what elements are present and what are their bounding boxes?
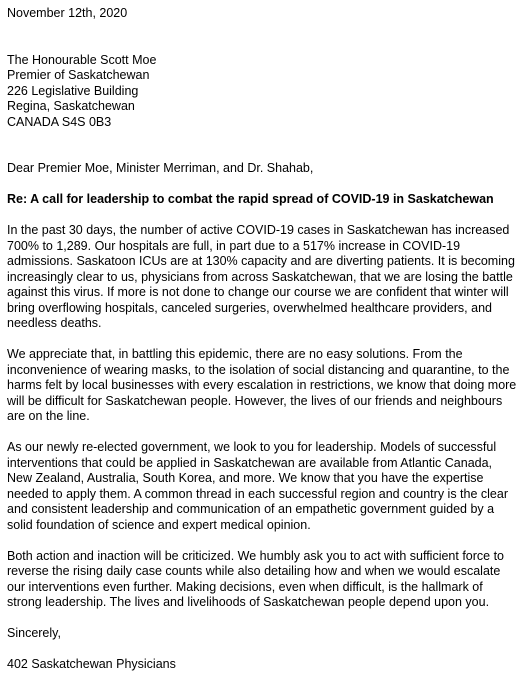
body-paragraph-2: We appreciate that, in battling this epidemic, there are no easy solutions. From the inconvenience of wearing masks, to the isolation of social distancing and quarantine, to the harms felt by local businesses with every escalation in restrictions, we know that doing more will be difficult for Saskatchewan people. However, the lives of our friends and neighbours are on the line. xyxy=(7,347,517,423)
letter-page xyxy=(7,6,519,673)
recipient-city: Regina, Saskatchewan xyxy=(7,99,135,113)
signature: 402 Saskatchewan Physicians xyxy=(7,657,176,671)
body-paragraph-4: Both action and inaction will be criticized. We humbly ask you to act with sufficient force to reverse the rising daily case counts while also detailing how and when we would escalate our interventions even further. Making decisions, even when difficult, is the hallmark of strong leadership. The lives and livelihoods of Saskatchewan people depend upon you. xyxy=(7,548,505,609)
recipient-country-postal: CANADA S4S 0B3 xyxy=(7,114,112,129)
closing: Sincerely, xyxy=(7,626,61,640)
recipient-address xyxy=(7,53,519,131)
subject-line: Re: A call for leadership to combat the rapid spread of COVID-19 in Saskatchewan xyxy=(7,192,494,206)
recipient-title: Premier of Saskatchewan xyxy=(7,68,150,82)
salutation: Dear Premier Moe, Minister Merriman, and Dr. Shahab, xyxy=(7,161,314,175)
body-paragraph-1: In the past 30 days, the number of active COVID-19 cases in Saskatchewan has increased 700% to 1,289. Our hospitals are full, in part due to a 517% increase in COVID-19 admissions. Saskatoon ICUs are at 130% capacity and are diverting patients. It is becoming increasingly clear to us, physicians from across Saskatchewan, that we are losing the battle against this virus. If more is not done to change our course we are confident that winter will bring overflowing hospitals, canceled surgeries, overwhelmed healthcare providers, and needless deaths. xyxy=(7,223,515,330)
recipient-building: 226 Legislative Building xyxy=(7,83,139,98)
recipient-name: The Honourable Scott Moe xyxy=(7,52,157,67)
body-paragraph-3: As our newly re-elected government, we look to you for leadership. Models of successful interventions that could be applied in Saskatchewan are available from Atlantic Canada, New Zealand, Australia, South Korea, and more. We know that you have the expertise needed to apply them. A common thread in each successful region and country is the clear and consistent leadership and communication of an empathetic government guided by a solid foundation of science and expert medical opinion. xyxy=(7,440,508,532)
letter-date: November 12th, 2020 xyxy=(7,6,128,20)
